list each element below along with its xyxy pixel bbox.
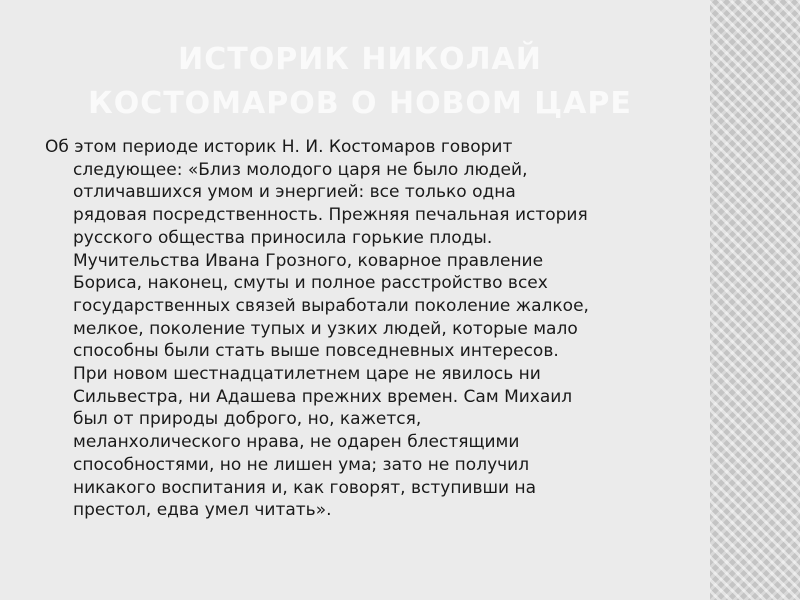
- body-line: рядовая посредственность. Прежняя печальная история: [73, 205, 588, 226]
- body-line: отличавшихся умом и энергией: все только одна: [73, 182, 516, 203]
- slide-body-text: [45, 136, 685, 522]
- body-line: меланхолического нрава, не одарен блестящими: [73, 432, 520, 453]
- slide-title: [60, 38, 660, 126]
- body-line: Мучительства Ивана Грозного, коварное правление: [73, 250, 544, 271]
- body-line: мелкое, поколение тупых и узких людей, которые мало: [73, 318, 578, 339]
- body-line: государственных связей выработали поколение жалкое,: [73, 295, 589, 316]
- body-line: следующее: «Близ молодого царя не было людей,: [73, 159, 528, 180]
- body-line: был от природы доброго, но, кажется,: [73, 409, 422, 430]
- slide-title-line: ИСТОРИК НИКОЛАЙ: [178, 42, 542, 77]
- decorative-side-stripe: [710, 0, 800, 600]
- body-line: При новом шестнадцатилетнем царе не явилось ни: [73, 364, 541, 385]
- body-line: Бориса, наконец, смуты и полное расстройство всех: [73, 273, 548, 294]
- body-line: никакого воспитания и, как говорят, вступивши на: [73, 477, 537, 498]
- body-line: способностями, но не лишен ума; зато не получил: [73, 454, 530, 475]
- body-line: Об этом периоде историк Н. И. Костомаров говорит: [45, 137, 513, 157]
- slide-title-line: КОСТОМАРОВ О НОВОМ ЦАРЕ: [88, 86, 632, 121]
- body-line: Сильвестра, ни Адашева прежних времен. Сам Михаил: [73, 386, 573, 407]
- body-line: престол, едва умел читать».: [73, 500, 332, 521]
- body-line: русского общества приносила горькие плоды.: [73, 227, 493, 248]
- body-line: способны были стать выше повседневных интересов.: [73, 341, 559, 362]
